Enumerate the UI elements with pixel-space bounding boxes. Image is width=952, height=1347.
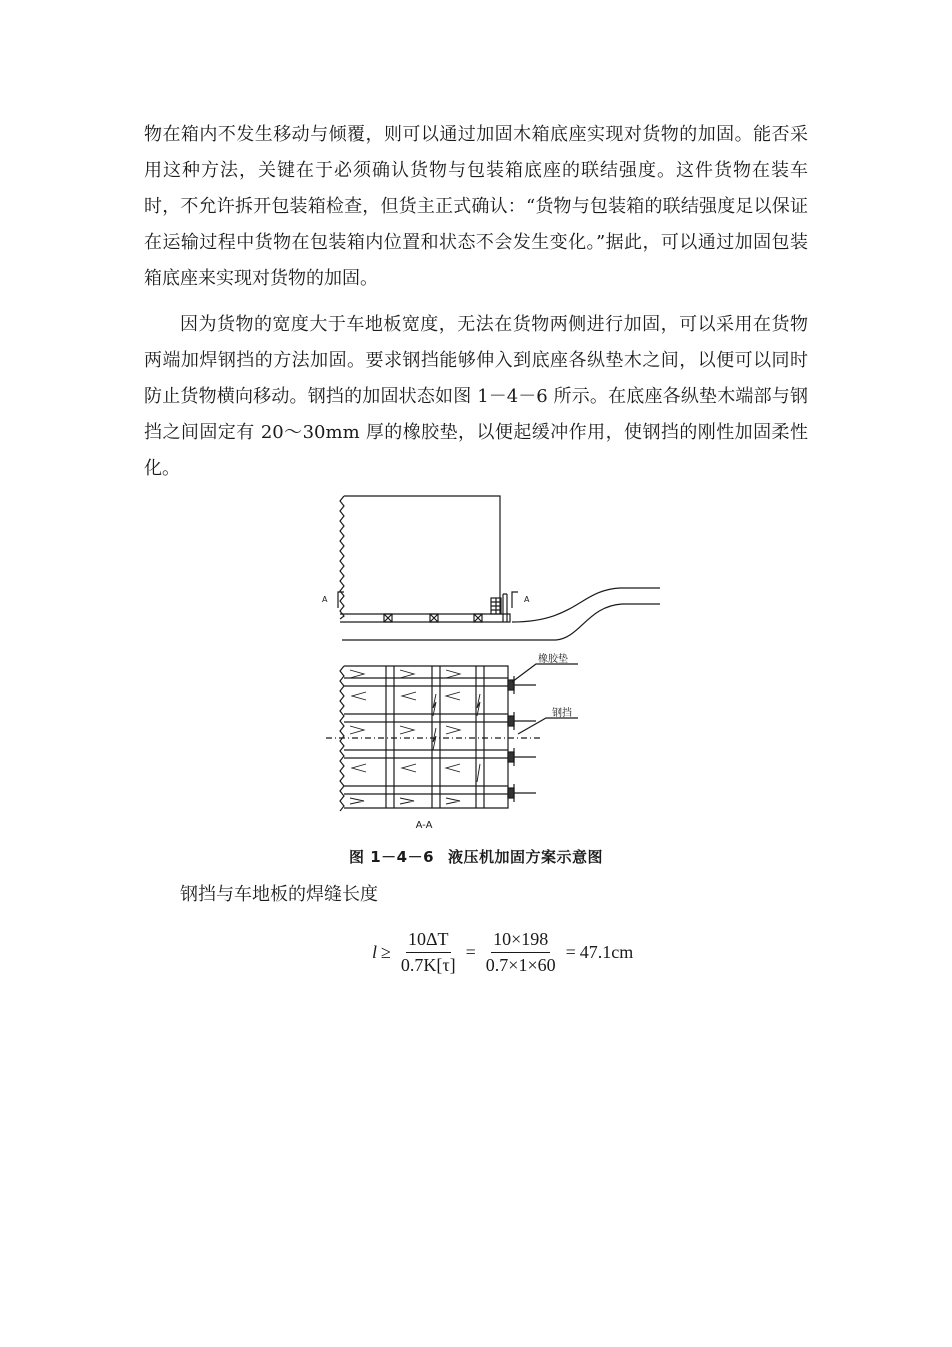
formula-fraction-1 — [399, 929, 458, 976]
section-marker-right: A — [524, 595, 530, 604]
weld-length-formula — [372, 922, 633, 982]
crate-break-line — [340, 496, 344, 619]
steel-stops-plan — [514, 676, 536, 802]
crate-base — [340, 614, 510, 622]
figure-caption — [0, 846, 952, 867]
caption-number: 图 1－4－6 — [348, 848, 435, 866]
section-marker-left: A — [322, 595, 328, 604]
leader-rubber-pad — [512, 664, 578, 682]
formula-result: 47.1cm — [579, 941, 634, 962]
steel-stop-side — [503, 594, 507, 622]
formula-relation: ≥ — [381, 941, 391, 962]
label-steel-stop: 钢挡 — [552, 708, 572, 719]
crate-outline — [344, 496, 500, 614]
weld-length-text: 钢挡与车地板的焊缝长度 — [180, 884, 378, 905]
paragraph-1: 物在箱内不发生移动与倾覆，则可以通过加固木箱底座实现对货物的加固。能否采用这种方法，关键在于必须确认货物与包装箱底座的联结强度。这件货物在装车时，不允许拆开包装箱检查，但货主正式确认：“货物与包装箱的联结强度足以保证在运输过程中货物在包装箱内位置和状态不会发生变化。”据此，可以通过加固包装箱底座来实现对货物的加固。 — [144, 124, 808, 289]
diagram-svg — [300, 488, 660, 840]
rubber-pads — [508, 680, 514, 798]
fraction-1-denominator: 0.7K[τ] — [400, 954, 456, 975]
figure-hydraulic-press-reinforcement — [300, 488, 660, 840]
fraction-2-numerator: 10×198 — [491, 929, 550, 953]
fraction-1-numerator: 10ΔT — [406, 929, 451, 953]
fraction-2-denominator: 0.7×1×60 — [485, 954, 556, 975]
paragraph-2: 因为货物的宽度大于车地板宽度，无法在货物两侧进行加固，可以采用在货物两端加焊钢挡的方法加固。要求钢挡能够伸入到底座各纵垫木之间，以便可以同时防止货物横向移动。钢挡的加固状态如图 1－4－6 所示。在底座各纵垫木端部与钢挡之间固定有 20～30mm 厚的橡胶垫，以便起缓冲作用，使钢挡的刚性加固柔性化。 — [144, 314, 808, 479]
formula-equals-1: = — [465, 941, 476, 962]
caption-title: 液压机加固方案示意图 — [448, 848, 604, 866]
label-rubber-pad: 橡胶垫 — [538, 654, 568, 665]
formula-fraction-2 — [484, 929, 558, 976]
formula-equals-2: = — [565, 941, 576, 962]
wood-grain — [350, 670, 480, 804]
skid-blocks — [384, 614, 482, 622]
formula-lhs: l — [372, 941, 378, 962]
section-label-a-a: A-A — [415, 820, 433, 831]
section-marker-right-line — [512, 592, 518, 608]
